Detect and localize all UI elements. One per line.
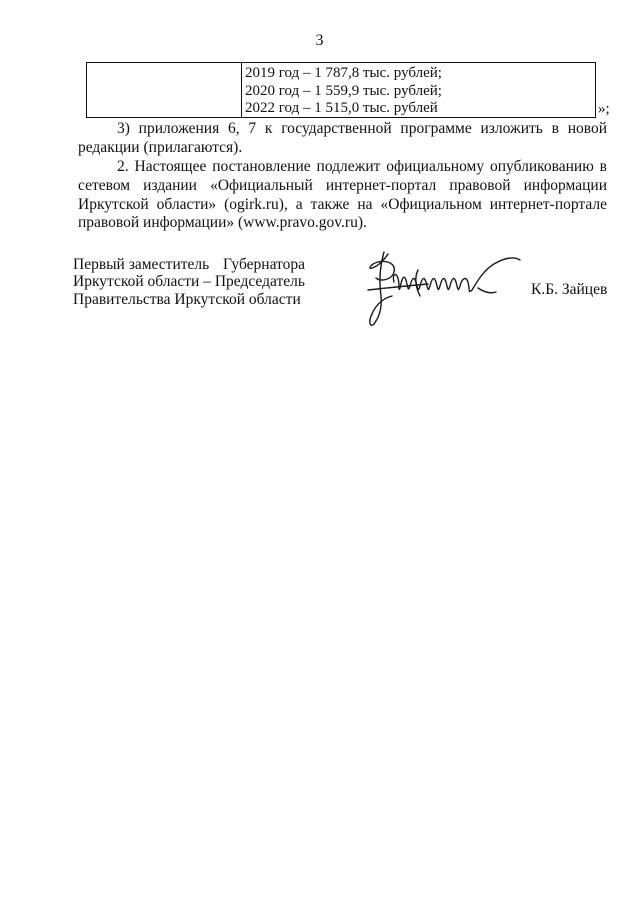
closing-quote-mark: »; [598,101,610,117]
table-funding-cell [245,65,591,118]
signer-position [73,256,305,308]
funding-line-2019: 2019 год – 1 787,8 тыс. рублей; [245,65,442,81]
continuation-table [86,62,596,118]
funding-line-2020: 2020 год – 1 559,9 тыс. рублей; [245,82,442,99]
signer-name: К.Б. Зайцев [531,281,608,298]
signer-position-line-3: Правительства Иркутской области [73,290,301,308]
funding-line-2022: 2022 год – 1 515,0 тыс. рублей [245,100,438,116]
handwritten-signature [358,248,528,328]
table-column-divider [241,63,242,117]
signer-position-line-1-part-a: Первый заместитель [73,256,210,273]
signer-position-line-1-part-b: Губернатора [223,256,305,273]
paragraph-item-3: 3) приложения 6, 7 к государственной программе изложить в новой редакции (прилагаются). [78,120,607,156]
signer-position-line-1 [73,256,305,273]
page-number: 3 [315,32,324,49]
signer-position-line-2: Иркутской области – Председатель [73,273,305,291]
paragraph-item-2: 2. Настоящее постановление подлежит официальному опубликованию в сетевом издании «Официальный интернет-портал правовой информации Иркутской области» (ogirk.ru), а также на «Официальном интернет-портале правовой информации» (www.pravo.gov.ru). [78,158,607,232]
